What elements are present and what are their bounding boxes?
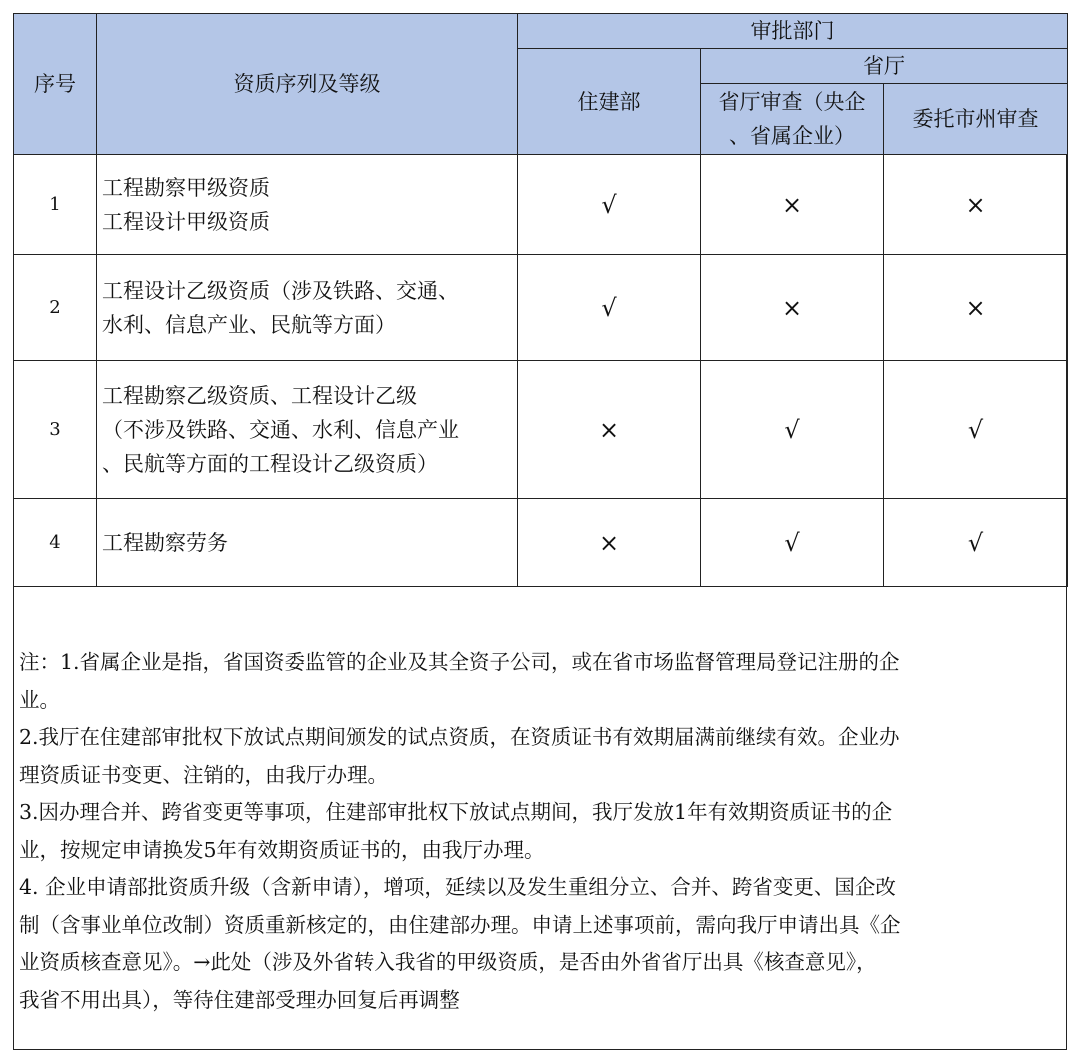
- row-number: 3: [14, 361, 97, 499]
- ministry-mark: √: [518, 155, 701, 255]
- city-mark: ×: [884, 255, 1068, 361]
- header-ministry: 住建部: [518, 49, 701, 155]
- note-line: 业。: [19, 687, 60, 712]
- row-number: 2: [14, 255, 97, 361]
- note-line: 3.因办理合并、跨省变更等事项，住建部审批权下放试点期间，我厅发放1年有效期资质证书的企: [19, 800, 893, 824]
- header-province-review-line1: 省厅审查（央企: [718, 90, 866, 114]
- qualification-line: 工程勘察劳务: [102, 530, 228, 555]
- province-mark: ×: [701, 255, 884, 361]
- note-line: 4. 企业申请部批资质升级（含新申请），增项，延续以及发生重组分立、合并、跨省变更、国企改: [19, 875, 896, 899]
- province-mark: ×: [701, 155, 884, 255]
- city-mark: ×: [884, 155, 1068, 255]
- header-approval-dept: 审批部门: [518, 14, 1068, 49]
- ministry-mark: √: [518, 255, 701, 361]
- qualification-line: 工程设计乙级资质（涉及铁路、交通、: [102, 278, 459, 303]
- ministry-mark: ×: [518, 361, 701, 499]
- qualification-line: （不涉及铁路、交通、水利、信息产业: [102, 417, 459, 442]
- note-line: 业资质核查意见》。→此处（涉及外省转入我省的甲级资质，是否由外省省厅出具《核查意见》，: [19, 950, 877, 974]
- city-mark: √: [884, 499, 1068, 587]
- qualification-table: [13, 13, 1068, 587]
- qualification-line: 、民航等方面的工程设计乙级资质）: [102, 451, 438, 476]
- row-qualification: [97, 361, 518, 499]
- ministry-mark: ×: [518, 499, 701, 587]
- notes-section: [19, 644, 1059, 1019]
- row-qualification: [97, 155, 518, 255]
- qualification-line: 工程勘察乙级资质、工程设计乙级: [102, 383, 417, 408]
- header-city-review: 委托市州审查: [884, 84, 1068, 155]
- qualification-line: 工程设计甲级资质: [102, 209, 270, 234]
- note-line: 理资质证书变更、注销的，由我厅办理。: [19, 762, 388, 787]
- city-mark: √: [884, 361, 1068, 499]
- row-number: 4: [14, 499, 97, 587]
- header-province-review: [701, 84, 884, 155]
- qualification-line: 工程勘察甲级资质: [102, 175, 270, 200]
- header-qualification: 资质序列及等级: [97, 14, 518, 155]
- table-row: [14, 361, 1068, 499]
- province-mark: √: [701, 361, 884, 499]
- qualification-line: 水利、信息产业、民航等方面）: [102, 312, 396, 337]
- table-row: [14, 155, 1068, 255]
- note-line: 制（含事业单位改制）资质重新核定的，由住建部办理。申请上述事项前，需向我厅申请出具《企: [19, 912, 901, 937]
- header-seq: 序号: [14, 14, 97, 155]
- table-row: [14, 499, 1068, 587]
- note-line: 业，按规定申请换发5年有效期资质证书的，由我厅办理。: [19, 837, 545, 862]
- note-line: 2.我厅在住建部审批权下放试点期间颁发的试点资质，在资质证书有效期届满前继续有效。企业办: [19, 725, 900, 749]
- table-row: [14, 255, 1068, 361]
- note-line: 我省不用出具），等待住建部受理办回复后再调整: [19, 987, 460, 1012]
- row-qualification: [97, 255, 518, 361]
- header-province: 省厅: [701, 49, 1068, 84]
- header-province-review-line2: 、省属企业）: [729, 124, 855, 148]
- row-qualification: [97, 499, 518, 587]
- province-mark: √: [701, 499, 884, 587]
- row-number: 1: [14, 155, 97, 255]
- note-line: 注：1.省属企业是指，省国资委监管的企业及其全资子公司，或在省市场监督管理局登记注册的企: [19, 650, 900, 674]
